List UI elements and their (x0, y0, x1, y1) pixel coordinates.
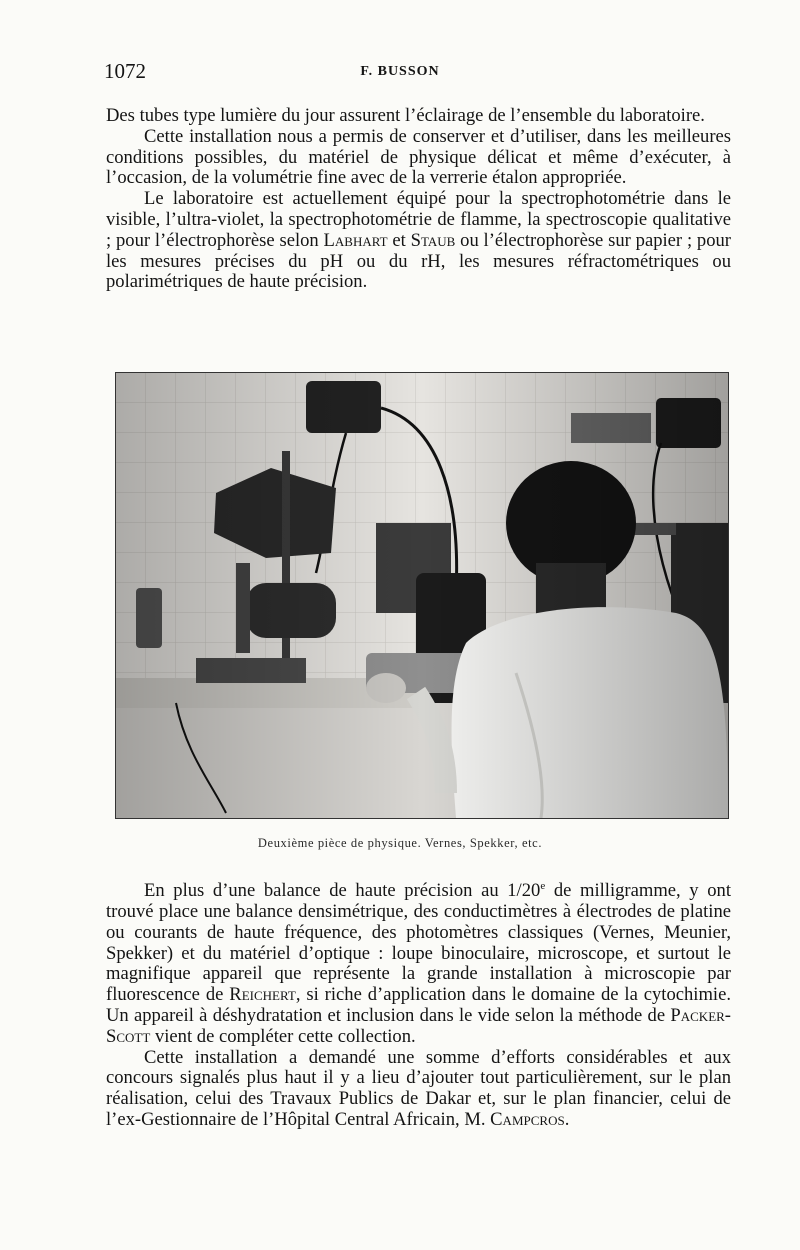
running-head: F. BUSSON (360, 64, 440, 79)
figure-caption: Deuxième pièce de physique. Vernes, Spekker, etc. (257, 836, 543, 850)
text-run: Cette installation nous a permis de conserver et d’utiliser, dans les meilleures conditions possibles, du matériel de physique délicat et même d’exécuter, à l’occasion, de la volumétrie fine avec de la verrerie étalon appropriée. (106, 125, 731, 189)
text-run: . (564, 1108, 570, 1130)
text-run: En plus d’une balance de haute précision au 1/20 (144, 880, 541, 902)
text-run: et (387, 229, 411, 251)
text-run: Le laboratoire est actuellement équipé pour la spectrophotométrie dans le visible, l’ultra-violet, la spectrophotométrie de flamme, la spectroscopie qualitative ; pour l’électrophorèse selon (106, 188, 731, 251)
text-run: , si riche d’application dans le domaine de la cytochimie. Un appareil à déshydratation et inclusion dans le vide selon la méthode de (106, 984, 731, 1026)
laboratory-photo (116, 373, 728, 818)
text-run: de milligramme, y ont trouvé place une balance densimétrique, des conductimètres à électrodes de platine ou courants de haute fréquence, des photomètres classiques (Vernes, Meunier, Spekker) et du matériel d’optique : loupe binoculaire, microscope, et surtout le magnifique appareil que représente la grande installation à microscopie par fluorescence de (106, 880, 731, 1006)
bottom-text-block (106, 876, 731, 1131)
top-text-block (106, 106, 731, 293)
author-name: Reichert (229, 984, 296, 1006)
author-name: Packer-Scott (106, 1004, 731, 1047)
paragraph-2 (106, 127, 731, 189)
laboratory-photo-illustration (116, 373, 728, 818)
page-number: 1072 (104, 59, 146, 83)
author-name: Staub (410, 229, 456, 251)
paragraph-1 (106, 106, 731, 127)
paragraph-5 (106, 1048, 731, 1131)
author-name: Labhart (323, 229, 388, 251)
text-run: Des tubes type lumière du jour assurent l’éclairage de l’ensemble du laboratoire. (106, 105, 705, 126)
text-run: Cette installation a demandé une somme d’efforts considérables et aux concours signalés plus haut il y a lieu d’ajouter tout particulièrement, sur le plan réalisation, celui des Travaux Publics de Dakar et, sur le plan financier, celui de l’ex-Gestionnaire de l’Hôpital Central Africain, M. (106, 1046, 731, 1130)
text-run: vient de compléter cette collection. (150, 1025, 416, 1047)
paragraph-4 (106, 876, 731, 1048)
text-run: ou l’électrophorèse sur papier ; pour les mesures précises du pH ou du rH, les mesures réfractométriques ou polarimétriques de haute précision. (106, 229, 732, 293)
superscript: e (540, 880, 546, 892)
author-name: Campcros (490, 1108, 565, 1130)
paragraph-3 (106, 189, 731, 293)
